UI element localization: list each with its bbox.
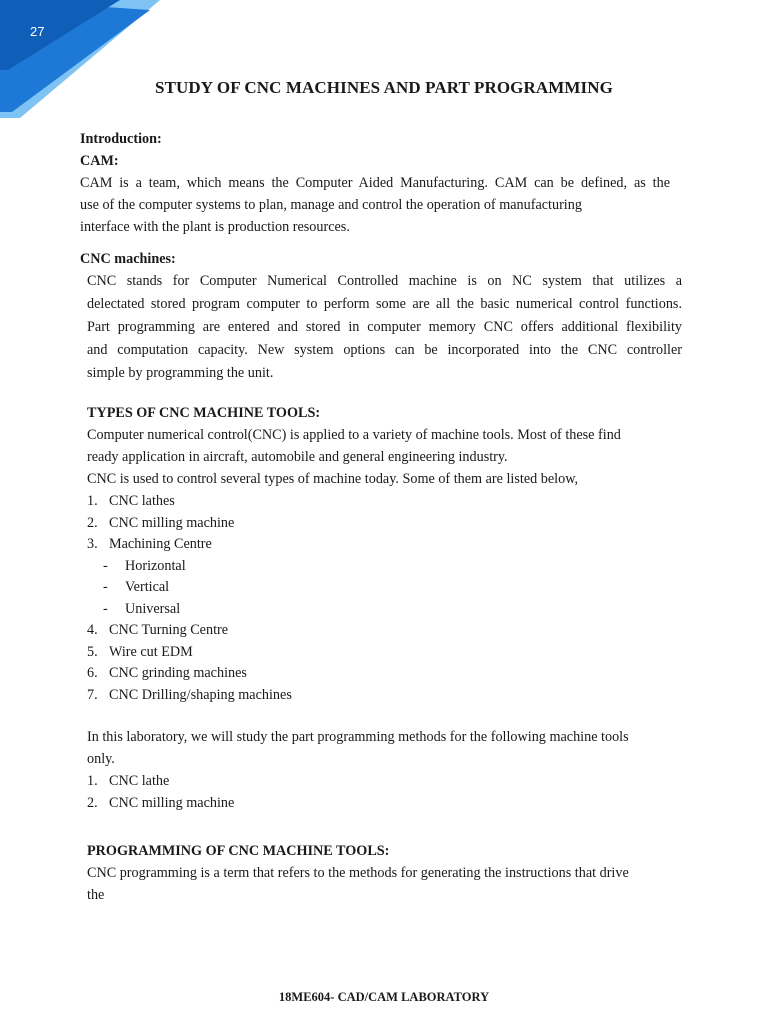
cnc-machines-paragraph: [80, 270, 682, 385]
cnc-machines-line: CNC stands for Computer Numerical Controlled machine is on NC system that utilizes a: [87, 273, 682, 289]
types-line: CNC is used to control several types of machine today. Some of them are listed below,: [87, 471, 579, 487]
machine-types-list-continued: [87, 619, 677, 705]
page-footer: 18ME604- CAD/CAM LABORATORY: [278, 990, 490, 1004]
sublist-item: - Universal: [103, 600, 181, 617]
list-item: 1. CNC lathes: [87, 493, 175, 509]
types-line: ready application in aircraft, automobile and general engineering industry.: [87, 449, 508, 465]
programming-section: [87, 840, 687, 906]
list-item: 1. CNC lathe: [87, 773, 170, 789]
cnc-machines-line: simple by programming the unit.: [87, 365, 274, 381]
lab-section: [87, 726, 687, 813]
page-number: 27: [30, 24, 45, 39]
cnc-machines-section: [80, 248, 682, 385]
sublist-item: - Vertical: [103, 579, 170, 595]
cam-paragraph: [80, 172, 670, 238]
cam-heading: CAM:: [80, 153, 119, 169]
cnc-machines-line: and computation capacity. New system options can be incorporated into the CNC controller: [87, 342, 682, 358]
list-item: 5. Wire cut EDM: [87, 643, 193, 660]
list-item: 2. CNC milling machine: [87, 514, 235, 531]
machining-centre-sublist: [87, 555, 677, 620]
list-item: 2. CNC milling machine: [87, 794, 235, 811]
programming-line: CNC programming is a term that refers to the methods for generating the instructions that drive: [87, 865, 629, 881]
machine-types-list: [87, 490, 677, 555]
list-item: 3. Machining Centre: [87, 536, 212, 552]
types-section: [87, 402, 677, 705]
lab-line: In this laboratory, we will study the part programming methods for the following machine tools: [87, 729, 629, 745]
types-line: Computer numerical control(CNC) is applied to a variety of machine tools. Most of these find: [87, 427, 621, 443]
list-item: 4. CNC Turning Centre: [87, 622, 229, 638]
cam-line: CAM is a team, which means the Computer Aided Manufacturing. CAM can be defined, as the: [80, 175, 670, 191]
list-item: 6. CNC grinding machines: [87, 665, 247, 681]
lab-machines-list: [87, 770, 687, 813]
cnc-machines-heading: CNC machines:: [80, 251, 176, 267]
programming-heading: PROGRAMMING OF CNC MACHINE TOOLS:: [87, 843, 390, 859]
sublist-item: - Horizontal: [103, 557, 186, 574]
intro-heading: Introduction:: [80, 131, 162, 147]
cam-line: interface with the plant is production resources.: [80, 219, 350, 235]
types-heading: TYPES OF CNC MACHINE TOOLS:: [87, 405, 321, 421]
cnc-machines-line: delectated stored program computer to perform some are all the basic numerical control functions.: [87, 296, 682, 312]
programming-line: the: [87, 887, 105, 903]
intro-section: [80, 128, 670, 238]
page-title: STUDY OF CNC MACHINES AND PART PROGRAMMING: [155, 78, 613, 97]
cam-line: use of the computer systems to plan, manage and control the operation of manufacturing: [80, 197, 582, 213]
lab-line: only.: [87, 751, 115, 767]
list-item: 7. CNC Drilling/shaping machines: [87, 686, 292, 703]
cnc-machines-line: Part programming are entered and stored in computer memory CNC offers additional flexibility: [87, 319, 682, 335]
